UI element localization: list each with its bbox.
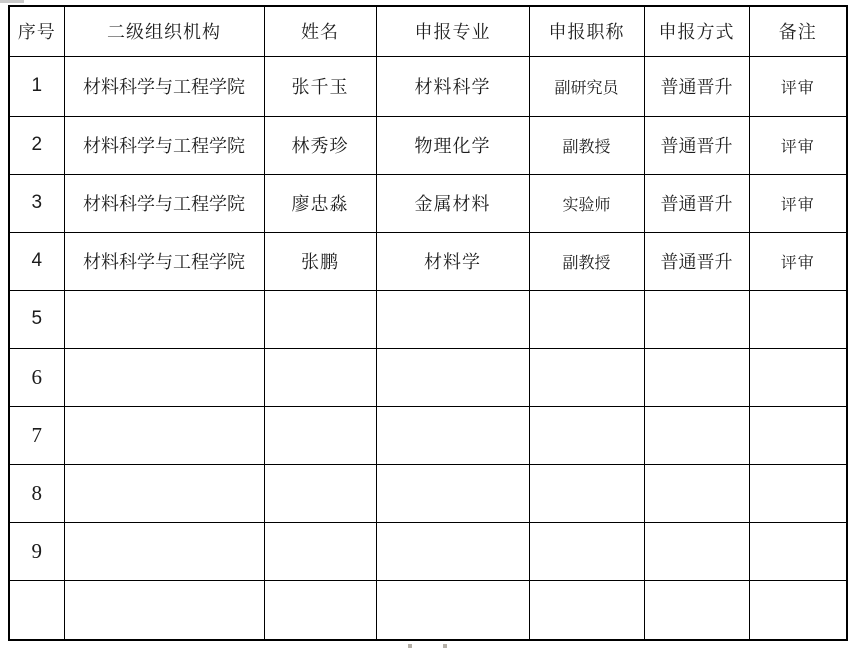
header-row [9,6,847,56]
cell-org[interactable] [64,290,264,348]
table-body [9,56,847,640]
cell-name[interactable] [264,348,376,406]
header-cell-remark[interactable]: 备注 [749,6,847,56]
table-row [9,116,847,174]
table-row [9,56,847,116]
cell-method[interactable]: 普通晋升 [644,116,749,174]
header-cell-name[interactable]: 姓名 [264,6,376,56]
table-row [9,348,847,406]
cell-no[interactable]: 2 [9,116,64,174]
cell-org[interactable] [64,580,264,640]
cell-org[interactable]: 材料科学与工程学院 [64,174,264,232]
cell-title[interactable]: 副研究员 [529,56,644,116]
cell-remark[interactable] [749,348,847,406]
table-row [9,522,847,580]
cell-no[interactable]: 5 [9,290,64,348]
cell-method[interactable]: 普通晋升 [644,232,749,290]
cell-method[interactable]: 普通晋升 [644,174,749,232]
table-row [9,290,847,348]
cell-org[interactable]: 材料科学与工程学院 [64,232,264,290]
cell-title[interactable] [529,522,644,580]
table-row [9,464,847,522]
cell-method[interactable] [644,406,749,464]
cell-name[interactable] [264,406,376,464]
header-cell-organization[interactable]: 二级组织机构 [64,6,264,56]
cell-major[interactable] [376,580,529,640]
cell-remark[interactable]: 评审 [749,232,847,290]
cell-org[interactable]: 材料科学与工程学院 [64,116,264,174]
cell-title[interactable] [529,290,644,348]
cell-remark[interactable]: 评审 [749,56,847,116]
cell-no[interactable]: 8 [9,464,64,522]
cell-title[interactable] [529,580,644,640]
cell-org[interactable]: 材料科学与工程学院 [64,56,264,116]
cell-remark[interactable] [749,522,847,580]
cell-method[interactable]: 普通晋升 [644,56,749,116]
cell-name[interactable]: 张鹏 [264,232,376,290]
cell-method[interactable] [644,464,749,522]
cell-name[interactable]: 廖忠淼 [264,174,376,232]
cell-name[interactable]: 林秀珍 [264,116,376,174]
cell-no[interactable]: 4 [9,232,64,290]
cell-method[interactable] [644,580,749,640]
cell-remark[interactable] [749,406,847,464]
cell-major[interactable]: 材料科学 [376,56,529,116]
cell-major[interactable]: 材料学 [376,232,529,290]
cell-no[interactable]: 6 [9,348,64,406]
cell-name[interactable] [264,290,376,348]
cell-org[interactable] [64,406,264,464]
promotion-application-table [8,5,848,641]
screenshot-artifact [0,0,24,3]
cell-name[interactable] [264,464,376,522]
header-cell-major[interactable]: 申报专业 [376,6,529,56]
table-row [9,580,847,640]
cell-no[interactable] [9,580,64,640]
cell-org[interactable] [64,464,264,522]
cell-method[interactable] [644,290,749,348]
table-row [9,174,847,232]
cell-remark[interactable] [749,290,847,348]
header-cell-serial[interactable]: 序号 [9,6,64,56]
cell-title[interactable]: 副教授 [529,116,644,174]
cell-org[interactable] [64,348,264,406]
cell-remark[interactable]: 评审 [749,116,847,174]
cell-major[interactable] [376,464,529,522]
cell-no[interactable]: 7 [9,406,64,464]
screenshot-artifact [443,644,447,648]
cell-no[interactable]: 3 [9,174,64,232]
table-row [9,232,847,290]
cell-major[interactable] [376,522,529,580]
cell-org[interactable] [64,522,264,580]
cell-title[interactable]: 副教授 [529,232,644,290]
cell-remark[interactable] [749,580,847,640]
cell-method[interactable] [644,522,749,580]
cell-major[interactable]: 物理化学 [376,116,529,174]
cell-major[interactable]: 金属材料 [376,174,529,232]
cell-title[interactable] [529,464,644,522]
cell-name[interactable] [264,522,376,580]
cell-title[interactable] [529,348,644,406]
cell-remark[interactable]: 评审 [749,174,847,232]
cell-no[interactable]: 1 [9,56,64,116]
cell-remark[interactable] [749,464,847,522]
header-cell-method[interactable]: 申报方式 [644,6,749,56]
cell-method[interactable] [644,348,749,406]
cell-title[interactable]: 实验师 [529,174,644,232]
screenshot-artifact [408,644,412,648]
cell-name[interactable] [264,580,376,640]
cell-name[interactable]: 张千玉 [264,56,376,116]
cell-title[interactable] [529,406,644,464]
cell-no[interactable]: 9 [9,522,64,580]
table-row [9,406,847,464]
cell-major[interactable] [376,290,529,348]
header-cell-title[interactable]: 申报职称 [529,6,644,56]
cell-major[interactable] [376,348,529,406]
cell-major[interactable] [376,406,529,464]
